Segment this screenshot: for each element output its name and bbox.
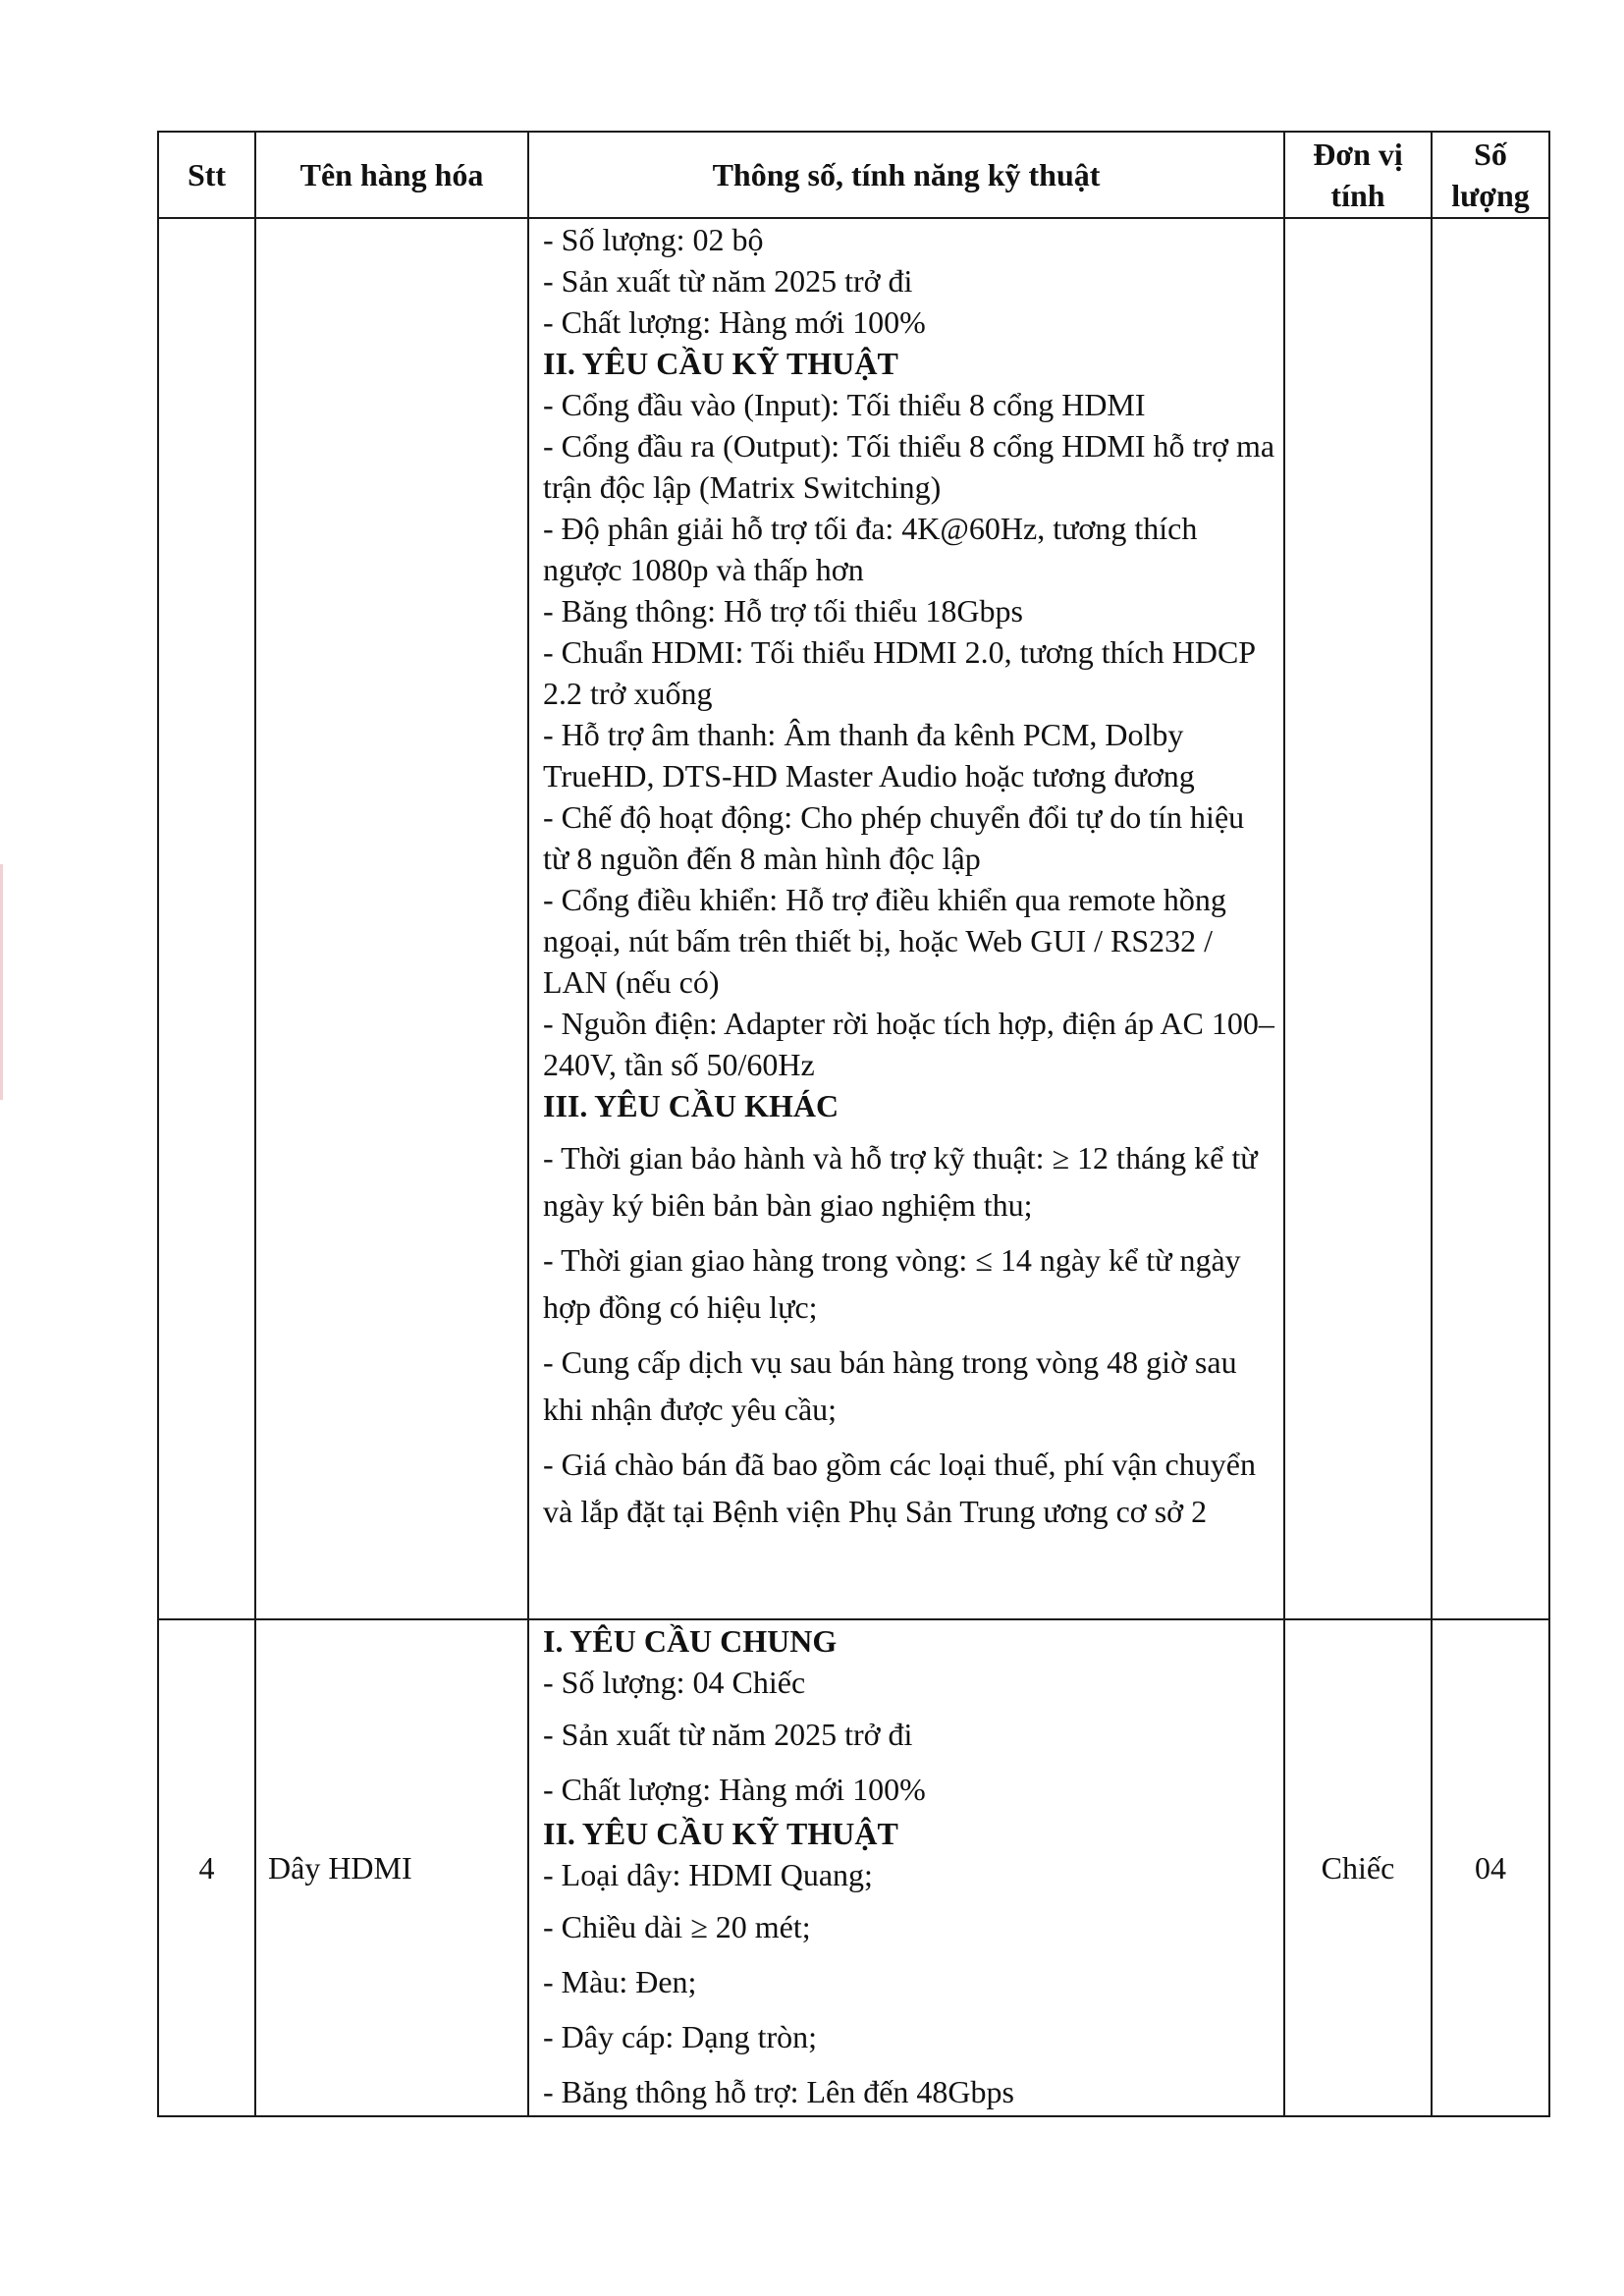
spec-line: - Dây cáp: Dạng tròn; — [543, 2019, 818, 2054]
header-stt: Stt — [158, 132, 255, 218]
row2-specifications — [528, 1619, 1284, 2116]
spec-line: - Nguồn điện: Adapter rời hoặc tích hợp, điện áp AC 100–240V, tần số 50/60Hz — [543, 1006, 1274, 1082]
spec-line: - Chiều dài ≥ 20 mét; — [543, 1909, 811, 1944]
specification-table — [157, 131, 1550, 2117]
spec-line: - Giá chào bán đã bao gồm các loại thuế, phí vận chuyển và lắp đặt tại Bệnh viện Phụ Sản Trung ương cơ sở 2 — [543, 1447, 1256, 1529]
spec-line: - Thời gian giao hàng trong vòng: ≤ 14 ngày kể từ ngày hợp đồng có hiệu lực; — [543, 1242, 1241, 1325]
row1-quantity — [1432, 218, 1549, 1619]
spec-section-heading: I. YÊU CẦU CHUNG — [543, 1623, 838, 1659]
spec-line: - Chế độ hoạt động: Cho phép chuyển đổi tự do tín hiệu từ 8 nguồn đến 8 màn hình độc lập — [543, 799, 1245, 876]
row1-item-name — [255, 218, 528, 1619]
spec-line: - Sản xuất từ năm 2025 trở đi — [543, 1717, 913, 1752]
header-item-name: Tên hàng hóa — [255, 132, 528, 218]
spec-line: - Độ phân giải hỗ trợ tối đa: 4K@60Hz, tương thích ngược 1080p và thấp hơn — [543, 511, 1198, 587]
spec-section-heading: III. YÊU CẦU KHÁC — [543, 1088, 839, 1123]
row1-stt — [158, 218, 255, 1619]
spec-section-heading: II. YÊU CẦU KỸ THUẬT — [543, 346, 898, 381]
spec-section-heading: II. YÊU CẦU KỸ THUẬT — [543, 1816, 898, 1851]
row2-item-name: Dây HDMI — [255, 1619, 528, 2116]
spec-line: - Chất lượng: Hàng mới 100% — [543, 304, 926, 340]
spec-line: - Cổng đầu ra (Output): Tối thiểu 8 cổng HDMI hỗ trợ ma trận độc lập (Matrix Switching) — [543, 428, 1275, 505]
spec-line: - Màu: Đen; — [543, 1964, 697, 1999]
spec-line: - Băng thông: Hỗ trợ tối thiểu 18Gbps — [543, 593, 1023, 629]
row2-quantity: 04 — [1432, 1619, 1549, 2116]
header-unit-line2: tính — [1330, 178, 1385, 213]
row2-unit: Chiếc — [1284, 1619, 1432, 2116]
spec-line: - Loại dây: HDMI Quang; — [543, 1857, 873, 1892]
header-unit-line1: Đơn vị — [1313, 137, 1403, 172]
spec-line: - Sản xuất từ năm 2025 trở đi — [543, 263, 913, 299]
spec-line: - Chuẩn HDMI: Tối thiểu HDMI 2.0, tương thích HDCP 2.2 trở xuống — [543, 634, 1255, 711]
table-row — [158, 218, 1549, 1619]
spec-line: - Số lượng: 04 Chiếc — [543, 1665, 806, 1700]
spec-line: - Cổng điều khiển: Hỗ trợ điều khiển qua remote hồng ngoại, nút bấm trên thiết bị, hoặc Web GUI / RS232 / LAN (nếu có) — [543, 882, 1226, 1000]
spec-line: - Số lượng: 02 bộ — [543, 222, 764, 257]
spec-line: - Cổng đầu vào (Input): Tối thiểu 8 cổng HDMI — [543, 387, 1146, 422]
spec-line: - Thời gian bảo hành và hỗ trợ kỹ thuật: ≥ 12 tháng kể từ ngày ký biên bản bàn giao nghiệm thu; — [543, 1140, 1258, 1223]
header-qty-line2: lượng — [1451, 178, 1530, 213]
header-unit — [1284, 132, 1432, 218]
spec-line: - Băng thông hỗ trợ: Lên đến 48Gbps — [543, 2074, 1014, 2109]
table-header-row — [158, 132, 1549, 218]
spec-line: - Cung cấp dịch vụ sau bán hàng trong vòng 48 giờ sau khi nhận được yêu cầu; — [543, 1344, 1237, 1427]
scan-edge-mark — [0, 864, 13, 1100]
header-specifications: Thông số, tính năng kỹ thuật — [528, 132, 1284, 218]
table-row — [158, 1619, 1549, 2116]
row1-unit — [1284, 218, 1432, 1619]
spec-line: - Chất lượng: Hàng mới 100% — [543, 1772, 926, 1807]
header-quantity — [1432, 132, 1549, 218]
row1-specifications — [528, 218, 1284, 1619]
header-qty-line1: Số — [1474, 137, 1507, 172]
spec-line: - Hỗ trợ âm thanh: Âm thanh đa kênh PCM, Dolby TrueHD, DTS-HD Master Audio hoặc tương đương — [543, 717, 1195, 793]
row2-stt: 4 — [158, 1619, 255, 2116]
